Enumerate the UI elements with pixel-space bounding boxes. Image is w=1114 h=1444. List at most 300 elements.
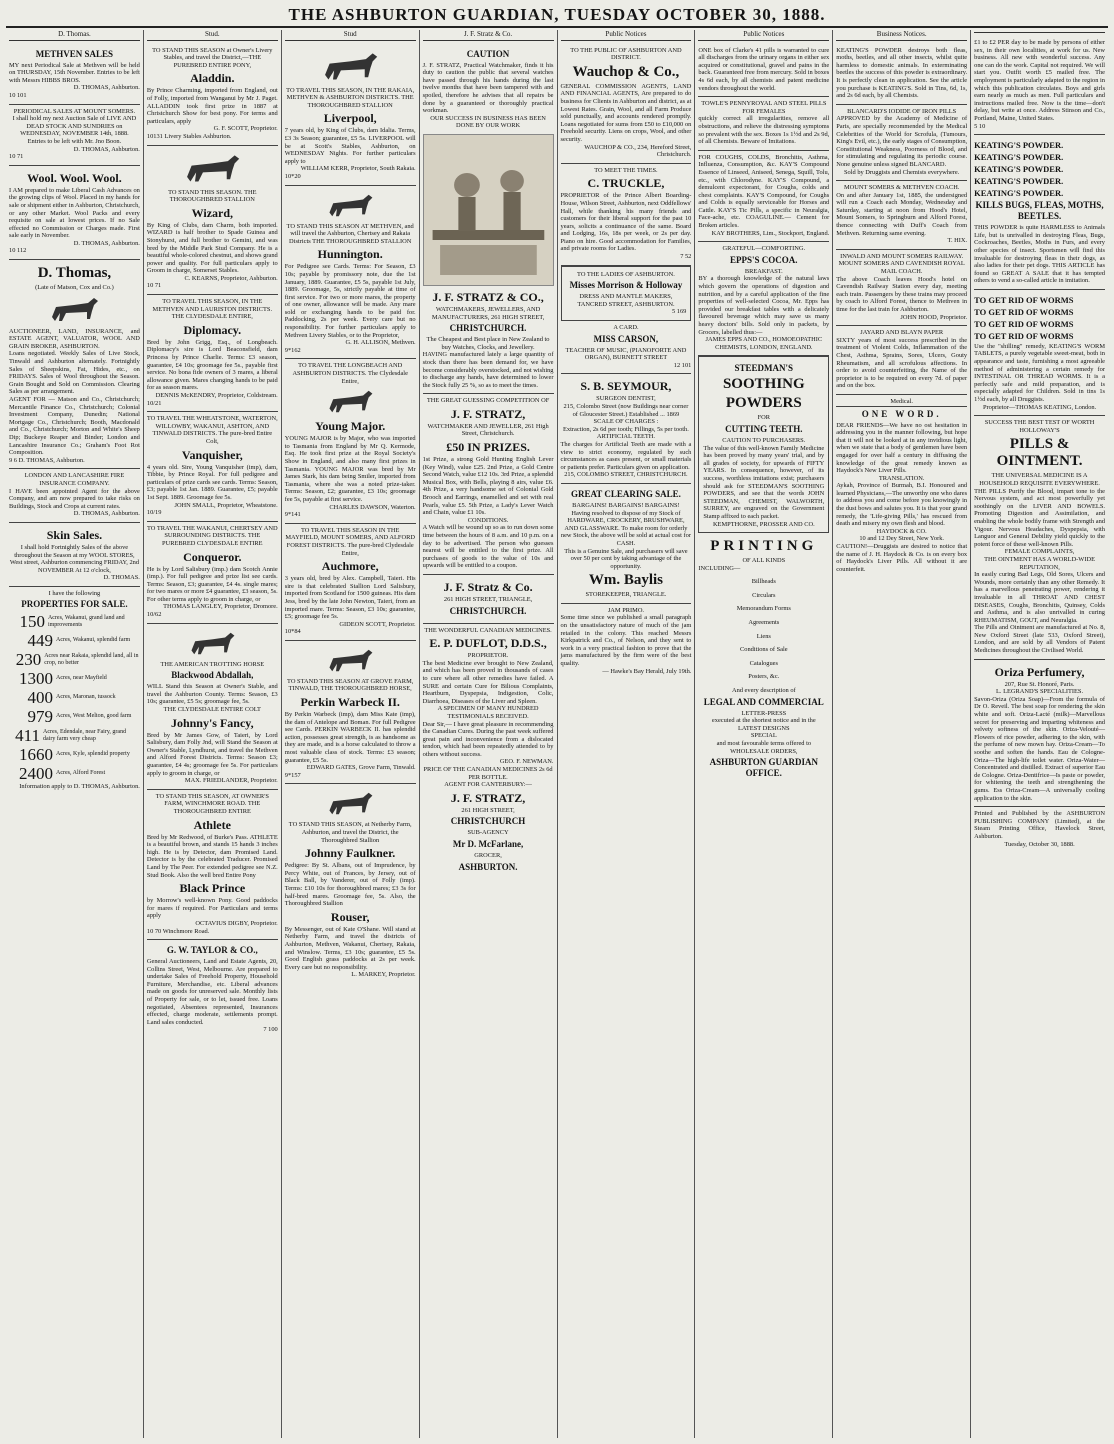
- advert-d-thomas: [9, 260, 140, 469]
- advert-title: Wool. Wool. Wool.: [27, 170, 122, 185]
- advert-title: Oriza Perfumery,: [994, 664, 1085, 679]
- advert-subtitle: OF ALL KINDS: [742, 557, 786, 565]
- illustration-caption: OUR SUCCESS IN BUSINESS HAS BEEN DONE BY OUR WORK: [430, 114, 546, 130]
- advert-title: Blackwood Abdallah,: [171, 670, 254, 681]
- keating-line-list: [974, 140, 1105, 198]
- advert-ref: 10 71: [9, 153, 24, 161]
- advert-title: J. F. STRATZ,: [450, 790, 526, 805]
- advert-intro: THE AMERICAN TROTTING HORSE: [160, 660, 265, 668]
- advert-subtitle: PROPRIETOR.: [467, 652, 509, 660]
- advert-intro: SUCCESS THE BEST TEST OF WORTH: [984, 419, 1095, 427]
- advert-title: E. P. DUFLOT, D.D.S.,: [429, 636, 547, 651]
- advert-signature: GIDEON SCOTT, Proprietor.: [339, 620, 416, 628]
- advert-text: Use the "shilling" remedy, KEATING'S WORM TABLETS, a purely vegetable sweet-meat, both in appearance and taste, furnishing a most agreeable method of administering a certain remedy for INTESTINAL OR THREAD WORMS. It is a perfectly safe and mild preparation, and is especially adapted for Children. Sold in tins 1s 1½d each, by all Druggists.: [974, 342, 1105, 404]
- advert-text: Bred by Mr Redwood, of Burke's Pass. ATHLETE is a beautiful brown, and stands 15 hands 3 inches high. He is by Detector, dam Promised Land. Detector is by the celebrated Traducer. Promised Land by The Peer. For extended pedigree see N.Z. Stud Book. Also the well bred Entire Pony: [146, 833, 278, 879]
- advert-text: And every description of: [731, 687, 796, 695]
- column-2: [144, 30, 282, 1438]
- advert-ref: 10 70 Winchmore Road.: [146, 927, 210, 935]
- advert-title: J. F. STRATZ & CO.,: [432, 289, 544, 304]
- worm-line-list: [974, 295, 1105, 341]
- column-3: [282, 30, 420, 1438]
- advert-signature: L. MARKEY, Proprietor.: [351, 971, 416, 979]
- advert-signature: JOHN SMALL, Proprietor, Wheatstone.: [174, 501, 278, 509]
- advert-text: The best Medicine ever brought to New Zealand, and which has been proved in thousands of cases to cure where all other remedies have failed. A SURE and certain Cure for Bilious Complaints, Heartburn, Dyspepsia, Indigestion, Colic, Diarrhoea, Diseases of the Liver and Spleen.: [422, 659, 554, 705]
- masthead: THE ASHBURTON GUARDIAN, TUESDAY OCTOBER 30, 1888.: [6, 4, 1108, 28]
- advert-title: ONE WORD.: [861, 408, 942, 419]
- advert-ref: 10 71: [146, 282, 162, 290]
- advert-signature: WILLIAM KERR, Proprietor, South Rakaia.: [300, 165, 416, 173]
- advert-wool: [9, 166, 140, 260]
- advert-title: STEEDMAN'S: [734, 363, 794, 374]
- advert-london-lancashire: [9, 469, 140, 523]
- property-row: [9, 707, 140, 726]
- worm-line: TO GET RID OF WORMS: [974, 318, 1074, 329]
- advert-intro: INWALD AND MOUNT SOMERS RAILWAY.: [840, 252, 964, 260]
- advert-subtitle: GROCER,: [474, 852, 502, 860]
- print-item-list: [698, 578, 829, 681]
- advert-title: PILLS & OINTMENT.: [996, 436, 1083, 470]
- advert-title: C. TRUCKLE,: [587, 176, 665, 191]
- advert-text: Entries to be left with Mr. Jno Boon.: [27, 137, 122, 145]
- property-acres: 1300: [19, 669, 53, 689]
- advert-text: PROPRIETOR of the Prince Albert Boarding-House, Wilson Street, Ashburton, next Oddfellows' Hall, while thanking his many friends and customers for their liberal support for the past 10 years, solicits a continuance of the same. Board and Lodging, 16s, 18s per week, or 2s per day. Piano on hire. Good accommodation for Families, and private rooms for Ladies.: [560, 192, 692, 253]
- advert-intro: TO STAND THIS SEASON. THE THOROUGHBRED STALLION: [168, 188, 257, 204]
- advert-title: Diplomacy.: [183, 322, 242, 337]
- advert-title: J. F. Stratz & Co.: [443, 579, 533, 594]
- advert-printing: [698, 533, 829, 785]
- property-row: [9, 631, 140, 650]
- property-list: [9, 612, 140, 783]
- imprint-date: Tuesday, October 30, 1888.: [1004, 840, 1075, 848]
- advert-intro: TO STAND THIS SEASON at Owner's Livery Stables, and travel the District,—THE PUREBRED ENTIRE PONY,: [152, 46, 273, 69]
- advert-city: CHRISTCHURCH.: [449, 605, 527, 616]
- column-header: J. F. Stratz & Co.: [423, 30, 554, 41]
- advert-text: AUCTIONEER, LAND, INSURANCE, and ESTATE AGENT, VALUATOR, WOOL AND GRAIN BROKER, ASHBURTON.: [9, 327, 140, 350]
- advert-keating-powder: [836, 44, 967, 105]
- advert-text: Having resolved to dispose of my Stock of HARDWARE, CROCKERY, BRUSHWARE, AND GLASSWARE. To make room for orderly new Stock, the above will be sold at actual cost for CASH.: [560, 509, 691, 547]
- advert-text: CAUTION!—Druggists are desired to notice that the name of J. H. Haydock & Co. is on every box of Haydock's Liver Pills. All without it are counterfeit.: [836, 543, 968, 573]
- advert-signature: D. THOMAS, Ashburton.: [73, 239, 140, 247]
- advert-text: I shall hold my next Auction Sale of LIVE AND DEAD STOCK AND SUNDRIES on WEDNESDAY, NOVEMBER 14th, 1888.: [12, 115, 137, 138]
- advert-title: MISS CARSON,: [593, 333, 659, 344]
- property-row: [9, 745, 140, 764]
- advert-athlete: [147, 790, 278, 940]
- advert-signature: GEO. F. NEWMAN.: [499, 758, 554, 766]
- advert-subtitle: SPECIAL: [750, 732, 777, 740]
- advert-title: MOUNT SOMERS AND CAVENDISH ROYAL MAIL COACH.: [838, 260, 965, 276]
- property-acres: 449: [27, 631, 53, 651]
- advert-text: By Messenger, out of Kate O'Shane. Will stand at Netherby Farm, and travel the districts of Ashburton, Methven, Wakanui, Chertsey, Rakaia, and Winslow. Terms, £3 10s; guarantee, £5 5s. Good English grass paddocks at 2s per week. Every care but no responsibility.: [284, 925, 416, 971]
- advert-signature: G. F. SCOTT, Proprietor.: [213, 125, 278, 133]
- advert-ref: 9 6 D. THOMAS, Ashburton.: [9, 456, 85, 464]
- property-acres: 2400: [19, 764, 53, 784]
- property-acres: 400: [27, 688, 53, 708]
- advert-signature: KAY BROTHERS, Lim., Stockport, England.: [711, 229, 830, 237]
- advert-text: For Pedigree see Cards. Terms: For Season, £3 10s; payable by promissory note, due the 1st January, 1889. Guarantee, £5 5s, payable 1st July, 1889. Groomage, 5s, strictly payable at time of first service. For two or more mares, the property of one owner, allowance will be made. Any mare sold or exchanging hands to be paid for. Paddocking, 2s per week. Every care but no responsibility. For further particulars apply to Methven Livery Stables, or to the Proprietor,: [284, 263, 416, 339]
- advert-intro: TO STAND THIS SEASON, at Netherby Farm, Ashburton, and travel the District, the Thoroughbred Stallion: [288, 821, 412, 844]
- columns: [6, 30, 1108, 1438]
- advert-city: CHRISTCHURCH: [450, 816, 526, 827]
- advert-intro: TO STAND THIS SEASON, AT OWNER'S FARM, WINCHMORE ROAD. THE THOROUGHBRED ENTIRE: [155, 792, 269, 815]
- advert-ref: 10/21: [146, 399, 162, 407]
- advert-intro: A CARD.: [613, 324, 639, 332]
- advert-city: CHRISTCHURCH.: [449, 323, 527, 334]
- advert-price: PRICE OF THE CANADIAN MEDICINES 2s 6d PER BOTTLE.: [423, 766, 553, 781]
- advert-ref: 7 52: [680, 253, 692, 261]
- advert-clarke-pills: [698, 44, 829, 98]
- advert-truckle: [561, 164, 692, 266]
- advert-stratz-caution: [423, 44, 554, 395]
- property-row: [9, 612, 140, 631]
- advert-oriza: [974, 660, 1105, 808]
- keating-line: KEATING'S POWDER.: [974, 188, 1064, 199]
- advert-stratz-triangle: [423, 575, 554, 624]
- advert-text: 1st Prize, a strong Gold Hunting English Lever (Key Wind), value £25. 2nd Prize, a Gold Centre Second Watch, value £12 10s. 3rd Prize, a splendid Musical Box, with Bells, playing 8 airs, value £6. 4th Prize, a very handsome set of Colonial Gold Brooch and Earrings, enamelled and set with real Pearls, value £5. 5th Prize, a Lady's Lever Watch and Chain, value £1 10s.: [422, 456, 554, 517]
- advert-text: J. F. STRATZ, Practical Watchmaker, finds it his duty to caution the public that several watches have passed through his hands during the last twelve months that have been tampered with and spoiled, therefore he advises that all repairs be done by a guaranteed or thoroughly practical workman.: [422, 61, 554, 115]
- advert-signature: EDWARD GATES, Grove Farm, Tinwald.: [306, 764, 416, 772]
- advert-ref: 10 101: [9, 91, 27, 99]
- advert-signature: D. THOMAS, Ashburton.: [73, 510, 140, 518]
- advert-towle-pills: [698, 97, 829, 151]
- workshop-scene-icon: [424, 135, 553, 285]
- advert-ref: 12 101: [673, 361, 692, 369]
- property-description: Acres, near Mayfield: [56, 675, 107, 682]
- advert-title: ASHBURTON GUARDIAN OFFICE.: [709, 757, 818, 779]
- advert-text: by Morrow's well-known Pony. Good paddocks for mares if required. For Particulars and terms apply: [146, 897, 278, 920]
- section-header: Medical.: [836, 398, 967, 407]
- advert-intro: TO TRAVEL THE LONGBEACH AND ASHBURTON DISTRICTS. The Clydesdale Entire,: [292, 362, 408, 385]
- column-header: Public Notices: [698, 30, 829, 41]
- advert-text: Pedigree: By St. Albans, out of Imprudence, by Percy White, out of Frances, by Jersey, out of Black Ball, by Vanderer, out of Folly (imp). Terms: £10 10s for thoroughbred mares; £3 3s for half-bred mares. Groomage fee, 5s. Also, the Thoroughbred Stallion: [284, 862, 416, 908]
- column-6: [695, 30, 833, 1438]
- advert-title: Athlete: [193, 817, 231, 832]
- property-description: Acres, Wakanui, grand land and improvements: [47, 614, 125, 628]
- property-acres: 979: [27, 707, 53, 727]
- advert-kay-coughs: [698, 151, 829, 243]
- advert-intro: TO THE PUBLIC OF ASHBURTON AND DISTRICT.: [570, 46, 682, 62]
- advert-address: 215, COLOMBO STREET, CHRISTCHURCH.: [564, 471, 688, 479]
- advert-subtitle: LATEST DESIGNS: [738, 724, 790, 732]
- advert-title: Mr D. McFarlane,: [452, 839, 524, 850]
- advert-signature: Sold by Druggists and Chemists everywhere.: [844, 168, 960, 176]
- advert-text: BY a thorough knowledge of the natural laws which govern the operations of digestion and nutrition, and by a careful application of the fine properties of well-selected Cocoa, Mr. Epps has provided our breakfast tables with a delicately flavoured beverage which may save us many heavy doctors' bills. Sold only in packets, by Grocers, labelled thus:—: [698, 275, 830, 336]
- advert-text: On and after January 1st, 1885, the undersigned will run a Coach each Monday, Wednesday and Saturday, starting at noon from Hood's Hotel, Mount Somers, to Springburn and Alford Forest, thence connecting with Duff's Coach from Methven. Returning same evening.: [836, 191, 968, 237]
- advert-subtitle: (Late of Matson, Cox and Co.): [35, 284, 114, 292]
- advert-aladdin: [147, 44, 278, 146]
- advert-taylor: [147, 940, 278, 1038]
- advert-signature: CHARLES DAWSON, Waterton.: [329, 503, 416, 511]
- advert-subtitle: SUB-AGENCY: [467, 829, 509, 837]
- advert-title: JAM PRIMO.: [607, 606, 645, 614]
- advert-subtitle: A SPECIMEN OF MANY HUNDRED TESTIMONIALS RECEIVED.: [437, 705, 539, 720]
- advert-johnny-faulkner: [285, 784, 416, 983]
- property-description: Acres, Edendale, near Fairy, grand dairy farm very cheap: [43, 728, 127, 742]
- advert-seymour: [561, 374, 692, 484]
- advert-ref: 7 100: [263, 1026, 278, 1034]
- advert-ref: 10/62: [146, 611, 162, 619]
- advert-auchmore: [285, 524, 416, 641]
- advert-text: Bred by Mr James Gow, of Taieri, by Lord Salisbury, dam Folly Jnd, will Stand the Season at Owner's Stable, Lyndhurst, and travel the Methven and Alford Forest Districts. Terms: Season £3; guarantee, £4 4s; groomage fee 5s. For particulars apply to groom in charge, or: [146, 731, 278, 777]
- advert-text: He is by Lord Salisbury (imp.) dam Scotch Annie (imp.). For full pedigree and prize list see cards. Terms: Season, £3; guarantee, £4 4s. single mares; for two mares or more £4 guarantee, £3 season, 5s. For other terms apply to groom in charge, or: [146, 565, 278, 603]
- advert-subtitle: 261 HIGH STREET,: [461, 806, 515, 814]
- advert-title: BLANCARD'S IODIDE OF IRON PILLS: [847, 107, 957, 115]
- advert-methven-sales: [9, 44, 140, 105]
- advert-title: J. F. STRATZ,: [450, 406, 526, 421]
- advert-royal-mail-coach: [836, 250, 967, 326]
- advert-text: In easily curing Bad Legs, Old Sores, Ulcers and Wounds, more certainly than any other Remedy. It has a marvellous penetrating power, rendering it invaluable in all THROAT AND CHEST DISEASES, Coughs, Bronchitis, Quinsey, Colds and Asthma, and is also unrivalled in curing RHEUMATISM, GOUT, and Neuralgia.: [974, 571, 1105, 624]
- advert-subtitle: CAUTION TO PURCHASERS.: [722, 436, 806, 444]
- property-row: [9, 726, 140, 745]
- advert-subtitle: CONDITIONS.: [467, 516, 509, 524]
- advert-title: Black Prince: [179, 881, 246, 896]
- advert-title: KILLS BUGS, FLEAS, MOTHS, BEETLES.: [975, 200, 1104, 222]
- advert-title: Conqueror.: [183, 549, 242, 564]
- horse-icon: [315, 50, 385, 84]
- advert-text: 3 years old, bred by Alex. Campbell, Taieri. His sire is that celebrated Stallion Lord Salisbury, imported from Scotland for 1500 guineas. His dam Jess, bred by the late John Newton, Taieri, from an imported mare. Terms: Season, £3 10s; guarantee, £5; groomage fee 5s.: [284, 575, 416, 621]
- advert-wizard: [147, 146, 278, 296]
- advert-title: CAUTION: [466, 48, 510, 59]
- advert-text: The Cheapest and Best place in New Zealand to buy Watches, Clocks, and Jewellery.: [426, 336, 550, 351]
- advert-intro: TO STAND THIS SEASON AT METHVEN, and will travel the Ashburton, Chertsey and Rakaia Districts THE THOROUGHBRED STALLION: [286, 222, 414, 245]
- advert-text: INCLUDING—: [698, 564, 741, 572]
- column-4: [420, 30, 558, 1438]
- advert-intro: TO TRAVEL THE WHEATSTONE, WATERTON, WILLOWBY, WAKANUI, ASHTON, AND TINWALD DISTRICTS. The pure-bred Entire Colt,: [146, 415, 278, 445]
- property-description: Acres, Kyle, splendid property: [56, 751, 130, 758]
- advert-subtitle: WHOLESALE ORDERS,: [730, 747, 798, 755]
- advert-intro: THE CLYDESDALE ENTIRE COLT: [163, 706, 261, 714]
- advert-subtitle: THE OINTMENT HAS A WORLD-WIDE REPUTATION,: [984, 555, 1095, 571]
- advert-title: JAYARD AND BLAYN PAPER: [860, 329, 944, 337]
- print-item: Posters, &c.: [748, 673, 780, 681]
- advert-guessing-competition: [423, 394, 554, 575]
- advert-text: The above Coach leaves Hood's hotel on Cavendish Railway Station every day, meeting each train. Passengers by these trains may proceed by coach to Alford Forest, thence to Methven in time for the last train for Ashburton.: [836, 275, 968, 313]
- print-item: Circulars: [752, 591, 776, 599]
- advert-title: LONDON AND LANCASHIRE FIRE INSURANCE COMPANY.: [24, 472, 125, 487]
- advert-subtitle: HOLLOWAY'S: [1019, 426, 1060, 434]
- column-header: [974, 30, 1105, 33]
- advert-title: LEGAL AND COMMERCIAL: [703, 696, 824, 707]
- advert-intro: THE GREAT GUESSING COMPETITION OF: [426, 397, 550, 405]
- advert-conqueror: [147, 522, 278, 624]
- advert-ref: 5 169: [671, 308, 687, 316]
- advert-ref: 9*162: [284, 346, 301, 354]
- advert-title: EPPS'S COCOA.: [730, 254, 798, 265]
- advert-text: DEAR FRIENDS—We have no ost hesitation in addressing you in the manner following, but hope that it will not be looked at in any invidious light, when we state that a body of gentlemen have been engaged for over half a century in diffusing the knowledge of the great remedy known as Haydock's New Liver Pills.: [836, 421, 968, 475]
- advert-subtitle: BARGAINS! BARGAINS! BARGAINS!: [572, 501, 680, 509]
- advert-signature: G. H. ALLISON, Methven.: [345, 339, 416, 347]
- advert-text: DRESS AND MANTLE MAKERS, TANCRED STREET, ASHBURTON.: [577, 293, 675, 308]
- advert-intro: TO TRAVEL THE WAKANUI, CHERTSEY AND SURROUNDING DISTRICTS. THE PUREBRED CLYDESDALE ENTIRE: [147, 524, 278, 547]
- advert-title: METHVEN SALES: [35, 48, 114, 59]
- advert-text: MY next Periodical Sale at Methven will be held on THURSDAY, 15th November. Entries to be left with Messrs HIBBS BROS.: [9, 61, 140, 84]
- advert-subtitle: FOR: [757, 414, 771, 422]
- advert-text: By King of Clubs, dam Charm, both imported. WIZARD is half brother to Spade Guinea and Stonyhurst, and full brother to Gemini, and was bred by the Middle Park Stud Company. He is a beautiful whole-colored chestnut, and shows grand power and quality. For full particulars apply to Groom in charge, Somerset Stables.: [146, 221, 278, 275]
- advert-text: GENERAL COMMISSION AGENTS, LAND AND FINANCIAL AGENTS, Are prepared to do business for Clients in Ashburton and district, as at Lowest Rates. Grain, Wool, and all Farm Produce sold punctually, and accounts rendered promptly. Loans negotiated for sums from £50 to £10,000 on Freehold security. Liens on crops, Wool, and other security.: [560, 82, 692, 143]
- advert-keating-lines: [974, 135, 1105, 290]
- horse-icon: [177, 152, 247, 186]
- advert-text: The value of this well-known Family Medicine has been proved by many years' trial, and by all grades of society, for upwards of FIFTY YEARS. In consequence, however, of its success, worthless imitations exist; purchasers should ask for STEEDMAN'S SOOTHING POWDERS, and see that the words JOHN STEEDMAN, CHEMIST, WALWORTH, SURREY, are engraved on the Government Stamp affixed to each packet.: [703, 444, 825, 520]
- horse-icon: [320, 388, 380, 416]
- advert-subtitle: LETTER-PRESS: [741, 709, 787, 717]
- advert-text: quickly correct all irregularities, remove all obstructions, and relieve the distressing symptoms so prevalent with the sex. Boxes 1s 1½d and 2s 9d, of all Chemists. Beware of Imitations.: [698, 115, 830, 146]
- keating-line: KEATING'S POWDER.: [974, 140, 1064, 151]
- advert-subtitle: SURGEON DENTIST,: [596, 395, 656, 403]
- advert-text: Aykah, Province of Burmah, B.I. Honoured and learned Physicians,—The unworthy one who dares to address you and come before you knowingly in the dust bows and salutes you. It is that your grand remedy, the 'Life-giving Pills,' has rescued from death and misery my own flesh and blood.: [836, 482, 968, 528]
- advert-title: TOWLE'S PENNYROYAL AND STEEL PILLS FOR FEMALES: [701, 100, 827, 115]
- advert-title: SOOTHING: [722, 376, 805, 393]
- advert-signature: DENNIS McKENDRY, Proprietor, Coldstream.: [155, 392, 278, 399]
- advert-title: D. Thomas,: [37, 265, 112, 282]
- advert-text: £1 to £2 PER day to be made by persons of either sex, in their own localities, at work for us. New business. All new with wonderful success. Any one can do the work. Capital not required. We will start you. Outfit worth £5 mailed free. The employment is particularly adapted to the region in which this publication circulates. Boys and girls earn nearly as much as men. Full particulars and instructions mailed free. Now is the time—don't delay, but write at once. Address Stinson and Co., Portland, Maine, United States.: [974, 39, 1105, 122]
- advert-blackwood: [147, 624, 278, 790]
- advert-intro: TO THE LADIES OF ASHBURTON.: [577, 270, 675, 278]
- advert-text: The charges for Artificial Teeth are made with a view to strict economy, regulated by such circumstances as cases present, or small materials or patients prefer. Particulars given on application.: [560, 440, 692, 471]
- property-row: [9, 764, 140, 783]
- advert-wauchop: [561, 44, 692, 164]
- advert-text: I have the following: [48, 589, 101, 597]
- advert-title: Johnny's Fancy,: [170, 715, 254, 730]
- advert-signature: D. THOMAS, Ashburton.: [73, 145, 140, 153]
- advert-title: GREAT CLEARING SALE.: [570, 488, 681, 499]
- advert-steedman: [698, 356, 829, 533]
- advert-text: TEACHER OF MUSIC, (PIANOFORTE AND ORGAN), BURNETT STREET: [565, 346, 687, 362]
- advert-text: This is a Genuine Sale, and purchasers will save over 50 per cent by taking advantage of the opportunity.: [564, 547, 688, 570]
- advert-text: Bred by John Grigg, Esq., of Longbeach. Diplomacy's sire is Lord Beaconsfield, dam Princess by Prince Charlie. Terms: £3 season, guarantee, £4 10s; groomage fee 5s., payable first service. No bona fide owners of 3 mares, a liberal allowance given. Mares changing hands to be paid for as season mares.: [146, 338, 278, 392]
- advert-title: Auchmore,: [321, 559, 379, 574]
- advert-text: and most favourable terms offered to: [716, 740, 812, 747]
- advert-text: SIXTY years of most success prescribed in the treatment of Violent Colds, Inflammation of the Chest, Asthma, Sprains, Sores, Ulcers, Gouty Rheumatism, and all scrofulous affections. In order to avoid counterfeiting, the Name of the proprietor is to be required on every 7d. of paper and on the box.: [836, 336, 968, 390]
- advert-mount-somers-coach: [836, 181, 967, 250]
- advert-hunnington: [285, 186, 416, 360]
- advert-signature: D. THOMAS, Ashburton.: [73, 84, 140, 92]
- advert-title: Rouser,: [330, 909, 370, 924]
- advert-title: Johnny Faulkner.: [305, 846, 396, 861]
- advert-address: 207, Rue St. Honoré, Paris.: [1004, 680, 1075, 688]
- advert-title: Vanquisher,: [181, 447, 243, 462]
- horse-icon: [320, 192, 380, 220]
- advert-subtitle: SCALE OF CHARGES :: [593, 418, 659, 426]
- column-7: [833, 30, 971, 1438]
- advert-text: A Watch will be wound up so as to run down some time between the hours of 8 a.m. and 10 p.m. on a day to be advertised. The person who guesses nearest will be entitled to the first prize. All purchases of goods to the value of 10s and upwards will be entitled to a coupon.: [422, 524, 554, 570]
- advert-text: Some time since we published a small paragraph on the unsatisfactory nature of much of the jam retailed in the colony. This reached Messrs Kirkpatrick and Co., of Nelson, and they sent to work in a very practical fashion to prove that the jams manufactured by the firm were of the best quality.: [560, 614, 692, 668]
- print-item: Billheads: [751, 578, 776, 586]
- property-row: [9, 669, 140, 688]
- advert-perkin-warbeck: [285, 641, 416, 785]
- advert-text: APPROVED by the Academy of Medicine of Paris, are specially recommended by the Medical Celebrities of the World for Scrofula, (Tumours, King's Evil, etc.), the early stages of Consumption, Constitutional Weakness, Poorness of Blood, and for stimulating and regulating its periodic course. None genuine unless signed BLANCARD.: [836, 115, 968, 168]
- advert-skin-sales: [9, 523, 140, 587]
- print-item: Agreements: [748, 619, 780, 627]
- column-header: Stud.: [147, 30, 278, 41]
- advert-text: Savon-Oriza (Oriza Soap)—From the formula of Dr O. Reveil. The best soap for rendering the skin white and soft. Oriza-Lacté (milk)—Marvellous secret for preserving and imparting whiteness and velvety softness of the skin. Oriza-Velouté—Flowers of rice powder, adhering to the skin, with the perfume of new mown hay. Oriza-Cream—To soothe and soften the hands. Eau de Cologne-Oriza—The high-life toilet water. Oriza-Water—Concentrated and distilled. Extract of superior Eau de Cologne. Oriza-Dentifrice—Is paste or powder, for whitening the teeth and strengthening the gums. Ess Oriza-Cream—A universally cooling application to the skin.: [974, 695, 1105, 802]
- advert-text: By Prince Charming, imported from England, out of Folly, imported from Wanganui by Mr J. Paget. ALLADDIN took first prize in 1887 at Christchurch Show for best pony. For terms and particulars, apply: [146, 87, 278, 125]
- advert-text: YOUNG MAJOR is by Major, who was imported to Tasmania from England by Mr Q. Kermode, Esq. He took first prize at the Royal Society's Show in England, and also many first prizes in Tasmania. YOUNG MAJOR was bred by Mr James Stark, his dam being Smiler, imported from Tasmania, where she was a noted prize-taker. Terms: Season, £2; guarantee, £3 10s; groomage fee 5s, payable at first service.: [284, 435, 416, 503]
- advert-young-major: [285, 359, 416, 523]
- advert-title: Hunnington.: [317, 247, 383, 262]
- advert-title: Wauchop & Co.,: [572, 63, 680, 80]
- advert-signature: Proprietor—THOMAS KEATING, London.: [982, 403, 1097, 411]
- advert-title: £50 IN PRIZES.: [446, 440, 530, 455]
- horse-icon: [320, 647, 380, 675]
- advert-text: I HAVE been appointed Agent for the above Company, and am now prepared to take risks on Buildings, Stock and Crops at current rates.: [9, 487, 140, 510]
- advert-text: ONE box of Clarke's 41 pills is warranted to cure all discharges from the urinary organs in either sex acquired or constitutional, gravel and pains in the back. Guaranteed free from mercury. Sold in boxes 4s 6d each, by all chemists and patent medicine vendors throughout the world.: [698, 46, 830, 92]
- keating-line: KEATING'S POWDER.: [974, 164, 1064, 175]
- advert-title: S. B. SEYMOUR,: [580, 379, 672, 394]
- advert-title: Young Major.: [315, 419, 386, 434]
- worm-line: TO GET RID OF WORMS: [974, 294, 1074, 305]
- property-row: [9, 688, 140, 707]
- print-item: Memorandum Forms: [736, 605, 791, 613]
- advert-text: I shall hold Fortnightly Sales of the above throughout the Season at my WOOL STORES, West street, Ashburton commencing FRIDAY, 2nd NOVEMBER At 12 o'clock,: [9, 543, 140, 574]
- workshop-illustration: [423, 134, 554, 286]
- imprint-text: Printed and Published by the ASHBURTON PUBLISHING COMPANY (Limited), at the Steam Printing Office, Havelock Street, Ashburton.: [974, 810, 1105, 840]
- advert-paper: [836, 326, 967, 395]
- advert-epps-cocoa: [698, 242, 829, 356]
- advert-text: Loans negotiated. Weekly Sales of Live Stock, Tinwald and Ashburton alternately. Fortnightly Sales of Sheepskins, Fat, Hides, etc., on FRIDAYS. Sales of Wool throughout the Season. Grain Bought and Sold on Commission. Clearing Sales as per arrangement.: [9, 350, 140, 396]
- advert-stinson: [974, 36, 1105, 135]
- advert-blancard: [836, 105, 967, 181]
- imprint: [974, 807, 1105, 852]
- column-header: Stud: [285, 30, 416, 41]
- advert-subtitle: AGENT FOR CANTERBURY:—: [444, 781, 532, 789]
- advert-text: executed at the shortest notice and in the: [711, 717, 816, 725]
- advert-title: Perkin Warbeck II.: [300, 695, 400, 710]
- property-row: [9, 650, 140, 669]
- column-header: D. Thomas.: [9, 30, 140, 41]
- advert-text: 7 years old, by King of Clubs, dam Idalia. Terms, £3 3s Season; guarantee, £5 5s. LIVERPOOL will be at Scott's Stables, Ashburton, on WEDNESDAY Nights. For further particulars apply to: [284, 127, 416, 165]
- advert-title: Aladdin.: [190, 71, 235, 86]
- advert-subtitle: THE UNIVERSAL MEDICINE IS A HOUSEHOLD REQUISITE EVERYWHERE.: [979, 472, 1100, 487]
- advert-title: POWDERS: [725, 395, 802, 412]
- advert-intro: GRATEFUL—COMFORTING.: [722, 245, 806, 253]
- advert-city: ASHBURTON.: [458, 861, 518, 872]
- property-description: Acres, Wakanui, splendid farm: [56, 637, 131, 644]
- advert-worm-tablets: [974, 290, 1105, 416]
- advert-text: Dear Sir,— I have great pleasure in recommending the Canadian Cures. During the past week suffered great pain and inconvenience from a dislocated tendon, which had been repeatedly attended to by others without success.: [422, 720, 554, 758]
- print-item: Conditions of Sale: [740, 646, 788, 654]
- advert-signature: KEMPTHORNE, PROSSER AND CO.: [712, 520, 815, 528]
- advert-address: 10 and 12 Dey Street, New York.: [859, 535, 945, 543]
- property-description: Acres, West Melton, good farm: [56, 713, 132, 720]
- advert-ref: 5 10: [974, 122, 986, 130]
- advert-text: 215, Colombo Street (now Buildings near corner of Gloucester Street.) Established ... 1869: [563, 403, 689, 418]
- advert-ref: 10/19: [146, 509, 162, 517]
- advert-title: Skin Sales.: [46, 527, 103, 542]
- advert-signature: MAX. FRIEDLANDER, Proprietor.: [184, 777, 278, 785]
- advert-signature: — Hawke's Bay Herald, July 19th.: [602, 667, 692, 675]
- advert-text: I AM prepared to make Liberal Cash Advances on the growing clips of Wool. Placed in my hands for sale or shipment either in Ashburton, Christchurch, or any other Market. Wool Packs and every requisite on sale at lowest prices. If no Sale effected no Commission or Charges made. First sale early in November.: [9, 186, 140, 240]
- horse-icon: [182, 630, 242, 658]
- advert-signature: C. KEARNS, Proprietor, Ashburton.: [184, 274, 278, 282]
- advert-intro: TO TRAVEL THIS SEASON, IN THE RAKAIA, METHVEN & ASHBURTON DISTRICTS. THE THOROUGHBRED STALLION: [286, 86, 415, 109]
- property-acres: 150: [19, 612, 45, 632]
- advert-text: General Auctioneers, Land and Estate Agents, 20, Collins Street, West, Melbourne. Are prepared to undertake Sales of Freehold Property, Household Furniture, Merchandise, etc. Liberal advances made on goods for unreserved sale. Monthly lists of Property for sale, or to let, issued free. Loans negotiated, Absentees represented, Insurances effected, charge moderate, settlements prompt. Land sales conducted.: [146, 958, 278, 1026]
- print-item: Catalogues: [749, 659, 779, 667]
- advert-subtitle: WATCHMAKER AND JEWELLER, 261 High Street, Christchurch.: [427, 422, 549, 438]
- advert-subtitle: TRANSLATION.: [878, 474, 925, 482]
- advert-text: AGENT FOR — Matson and Co., Christchurch; Mercantile Finance Co., Christchurch; Colonial Investment Company, Dunedin; National Mortgage Co., Christchurch; Booth, Macdonald and Co., Christchurch; Morton and White's Sheep Dip; Buckeye Reaper and Binder; London and Lancashire Insurance Co.; Graham's Foot Rot Composition.: [9, 396, 140, 457]
- advert-periodical-sales: [9, 105, 140, 166]
- advert-title: Misses Morrison & Holloway: [569, 280, 683, 291]
- advert-vanquisher: [147, 412, 278, 522]
- advert-signature: T. HIX.: [947, 237, 968, 245]
- column-header: Business Notices.: [836, 30, 967, 41]
- horse-icon: [44, 295, 104, 325]
- advert-text: KEATING'S POWDER destroys both fleas, moths, beetles, and all other insects, whilst quite harmless to domestic animals. In exterminating beetles the success of this powder is extraordinary. It is perfectly clean in application. See the article you purchase is KEATING'S. Sold in Tins, 6d, 1s, and 2s 6d each, by all Chemists.: [836, 46, 968, 100]
- print-item: Liens: [756, 632, 771, 640]
- advert-text: 4 years old. Sire, Young Vanquisher (imp), dam, Tibbie, by Prince Royal. For full pedigree and particulars of prize cards see cards. Terms: Season, £3; payable 1st Jan. 1889. Guarantee, £5; payable 1st Sept. 1889. Groomage fee 5s.: [146, 463, 278, 501]
- advert-ref: 10*84: [284, 628, 301, 636]
- advert-text: FOR COUGHS, COLDS, Bronchitis, Asthma, Influenza, Consumption, &c. KAY'S Compound Essence of Linseed, Aniseed, Senega, Squill, Tolu, etc., with Chlorodyne. KAY'S Compound, a demulcent expectorant, for Coughs, colds and chest complaints. KAY'S Compound, for Coughs and Colds is equally serviceable for Horses and Cattle. KAY'S Tic Pills, a specific in Neuralgia, Face-ache, etc. COAGULINE.— Cement for Broken articles.: [698, 153, 830, 230]
